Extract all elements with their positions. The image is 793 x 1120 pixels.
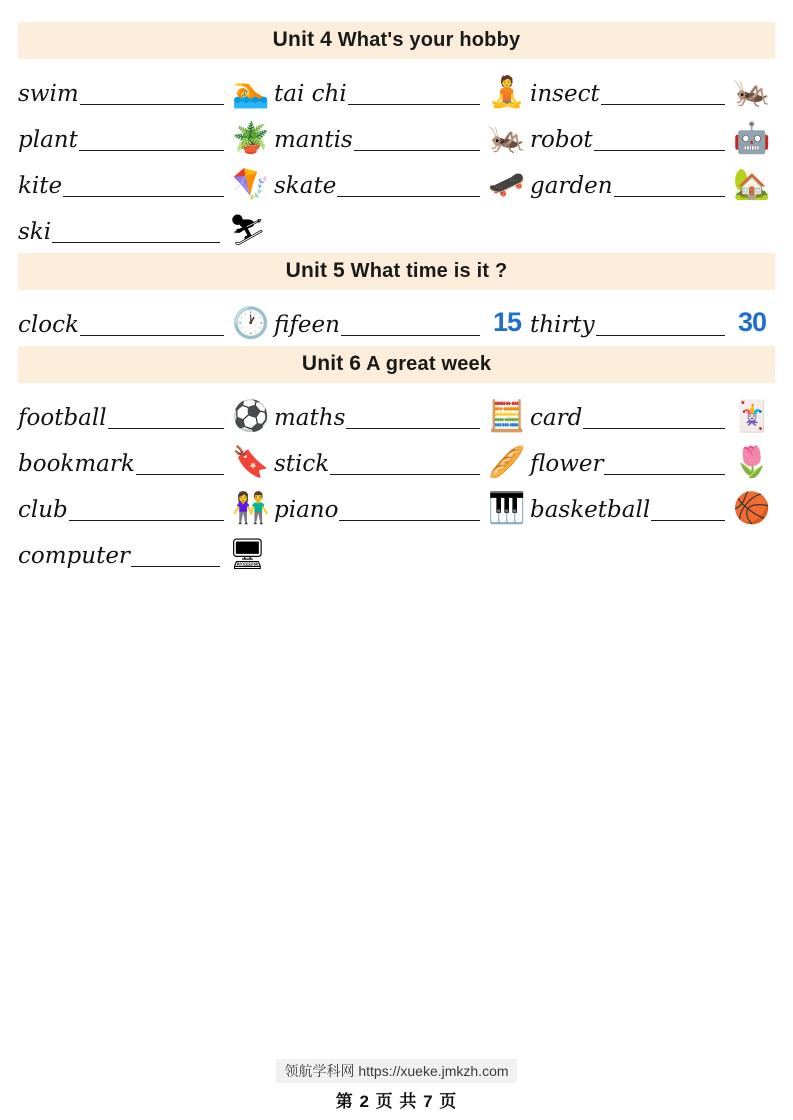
unit-4-rows: [18, 63, 775, 247]
clock-icon: 🕐: [232, 307, 270, 340]
answer-blank[interactable]: [131, 544, 220, 567]
word-cell-clock: [18, 297, 274, 340]
answer-blank[interactable]: [341, 313, 480, 336]
word-label: plant: [18, 127, 78, 153]
word-label: kite: [18, 173, 63, 199]
skier-icon: ⛷: [228, 214, 267, 247]
playing-cards-icon: 🃏: [733, 400, 771, 433]
answer-blank[interactable]: [348, 82, 480, 105]
word-cell-kite: [18, 158, 274, 201]
word-label: computer: [18, 543, 130, 569]
unit-header-5-title: What time is it ?: [350, 260, 508, 282]
swimmer-icon: 🏊: [232, 76, 270, 109]
unit-header-5: [18, 253, 775, 290]
word-label: thirty: [530, 312, 595, 338]
answer-blank[interactable]: [614, 174, 725, 197]
word-label: mantis: [274, 127, 353, 153]
word-row: [18, 294, 775, 340]
skateboard-icon: 🛹: [488, 168, 526, 201]
word-cell-piano: [274, 482, 530, 525]
word-cell-maths: [274, 390, 530, 433]
answer-blank[interactable]: [651, 498, 725, 521]
word-cell-computer: [18, 528, 270, 571]
unit-header-4-title: What's your hobby: [337, 29, 521, 51]
word-label: clock: [18, 312, 79, 338]
answer-blank[interactable]: [346, 406, 480, 429]
unit-header-5-number: 5: [332, 259, 345, 282]
answer-blank[interactable]: [339, 498, 480, 521]
word-cell-thirty: [530, 294, 775, 340]
number-15-icon: 15: [492, 307, 522, 337]
word-label: fifeen: [274, 312, 340, 338]
word-label: basketball: [530, 497, 651, 523]
word-label: ski: [18, 219, 52, 245]
word-row: [18, 201, 775, 247]
unit-header-6: [18, 346, 775, 383]
word-label: club: [18, 497, 68, 523]
word-label: tai chi: [274, 81, 347, 107]
club-group-icon: 👫: [232, 492, 270, 525]
word-cell-club: [18, 482, 274, 525]
word-cell-card: [530, 390, 775, 433]
unit-5-rows: [18, 294, 775, 340]
word-cell-ski: [18, 204, 270, 247]
page-footer: [0, 1059, 793, 1112]
word-label: insect: [530, 81, 600, 107]
bookmark-icon: 🔖: [232, 446, 270, 479]
answer-blank[interactable]: [604, 452, 725, 475]
word-label: piano: [274, 497, 339, 523]
word-cell-football: [18, 390, 274, 433]
word-cell-robot: [530, 112, 775, 155]
word-label: card: [530, 405, 583, 431]
answer-blank[interactable]: [80, 313, 224, 336]
unit-header-6-number: 6: [349, 352, 362, 375]
kite-icon: 🪁: [232, 168, 270, 201]
piano-icon: 🎹: [488, 492, 526, 525]
soccer-ball-icon: ⚽: [232, 400, 270, 433]
unit-header-5-prefix: Unit: [285, 259, 328, 282]
word-label: maths: [274, 405, 346, 431]
word-cell-tai-chi: [274, 66, 530, 109]
word-label: football: [18, 405, 107, 431]
answer-blank[interactable]: [596, 313, 725, 336]
unit-header-6-prefix: Unit: [301, 352, 344, 375]
answer-blank[interactable]: [136, 452, 224, 475]
unit-header-4-prefix: Unit: [272, 28, 315, 51]
word-row: [18, 109, 775, 155]
word-row: [18, 525, 775, 571]
answer-blank[interactable]: [337, 174, 480, 197]
answer-blank[interactable]: [63, 174, 224, 197]
word-row: [18, 63, 775, 109]
word-row: [18, 387, 775, 433]
word-cell-basketball: [530, 482, 775, 525]
word-label: garden: [530, 173, 613, 199]
word-cell-plant: [18, 112, 274, 155]
watermark-text: 领航学科网 https://xueke.jmkzh.com: [276, 1059, 516, 1083]
word-cell-skate: [274, 158, 530, 201]
word-cell-flower: [530, 436, 775, 479]
word-label: flower: [530, 451, 604, 477]
word-cell-swim: [18, 66, 274, 109]
word-cell-fifeen: [274, 294, 530, 340]
word-label: stick: [274, 451, 330, 477]
word-cell-stick: [274, 436, 530, 479]
potted-plant-icon: 🪴: [232, 122, 270, 155]
word-cell-insect: [530, 66, 775, 109]
answer-blank[interactable]: [601, 82, 725, 105]
computer-icon: 🖥: [228, 538, 267, 571]
basketball-icon: 🏀: [733, 492, 771, 525]
insect-icon: 🦗: [733, 76, 771, 109]
answer-blank[interactable]: [79, 128, 224, 151]
word-cell-bookmark: [18, 436, 274, 479]
number-30-icon: 30: [737, 307, 767, 337]
answer-blank[interactable]: [108, 406, 224, 429]
unit-header-4-number: 4: [320, 28, 332, 51]
flower-icon: 🌷: [733, 446, 771, 479]
word-label: skate: [274, 173, 337, 199]
word-label: bookmark: [18, 451, 135, 477]
page-number: 第 2 页 共 7 页: [335, 1092, 458, 1111]
answer-blank[interactable]: [354, 128, 480, 151]
word-label: swim: [18, 81, 79, 107]
unit-6-rows: [18, 387, 775, 571]
tai-chi-icon: 🧘: [488, 76, 526, 109]
word-cell-garden: [530, 158, 775, 201]
word-label: robot: [530, 127, 593, 153]
word-row: [18, 479, 775, 525]
answer-blank[interactable]: [52, 220, 220, 243]
word-cell-mantis: [274, 112, 530, 155]
breadstick-icon: 🥖: [488, 446, 526, 479]
answer-blank[interactable]: [69, 498, 224, 521]
answer-blank[interactable]: [80, 82, 224, 105]
garden-icon: 🏡: [733, 168, 771, 201]
answer-blank[interactable]: [594, 128, 725, 151]
robot-icon: 🤖: [733, 122, 771, 155]
answer-blank[interactable]: [330, 452, 480, 475]
unit-header-4: [18, 22, 775, 59]
mantis-icon: 🦗: [488, 122, 526, 155]
answer-blank[interactable]: [583, 406, 725, 429]
word-row: [18, 433, 775, 479]
abacus-icon: 🧮: [488, 400, 526, 433]
unit-header-6-title: A great week: [366, 353, 492, 375]
word-row: [18, 155, 775, 201]
